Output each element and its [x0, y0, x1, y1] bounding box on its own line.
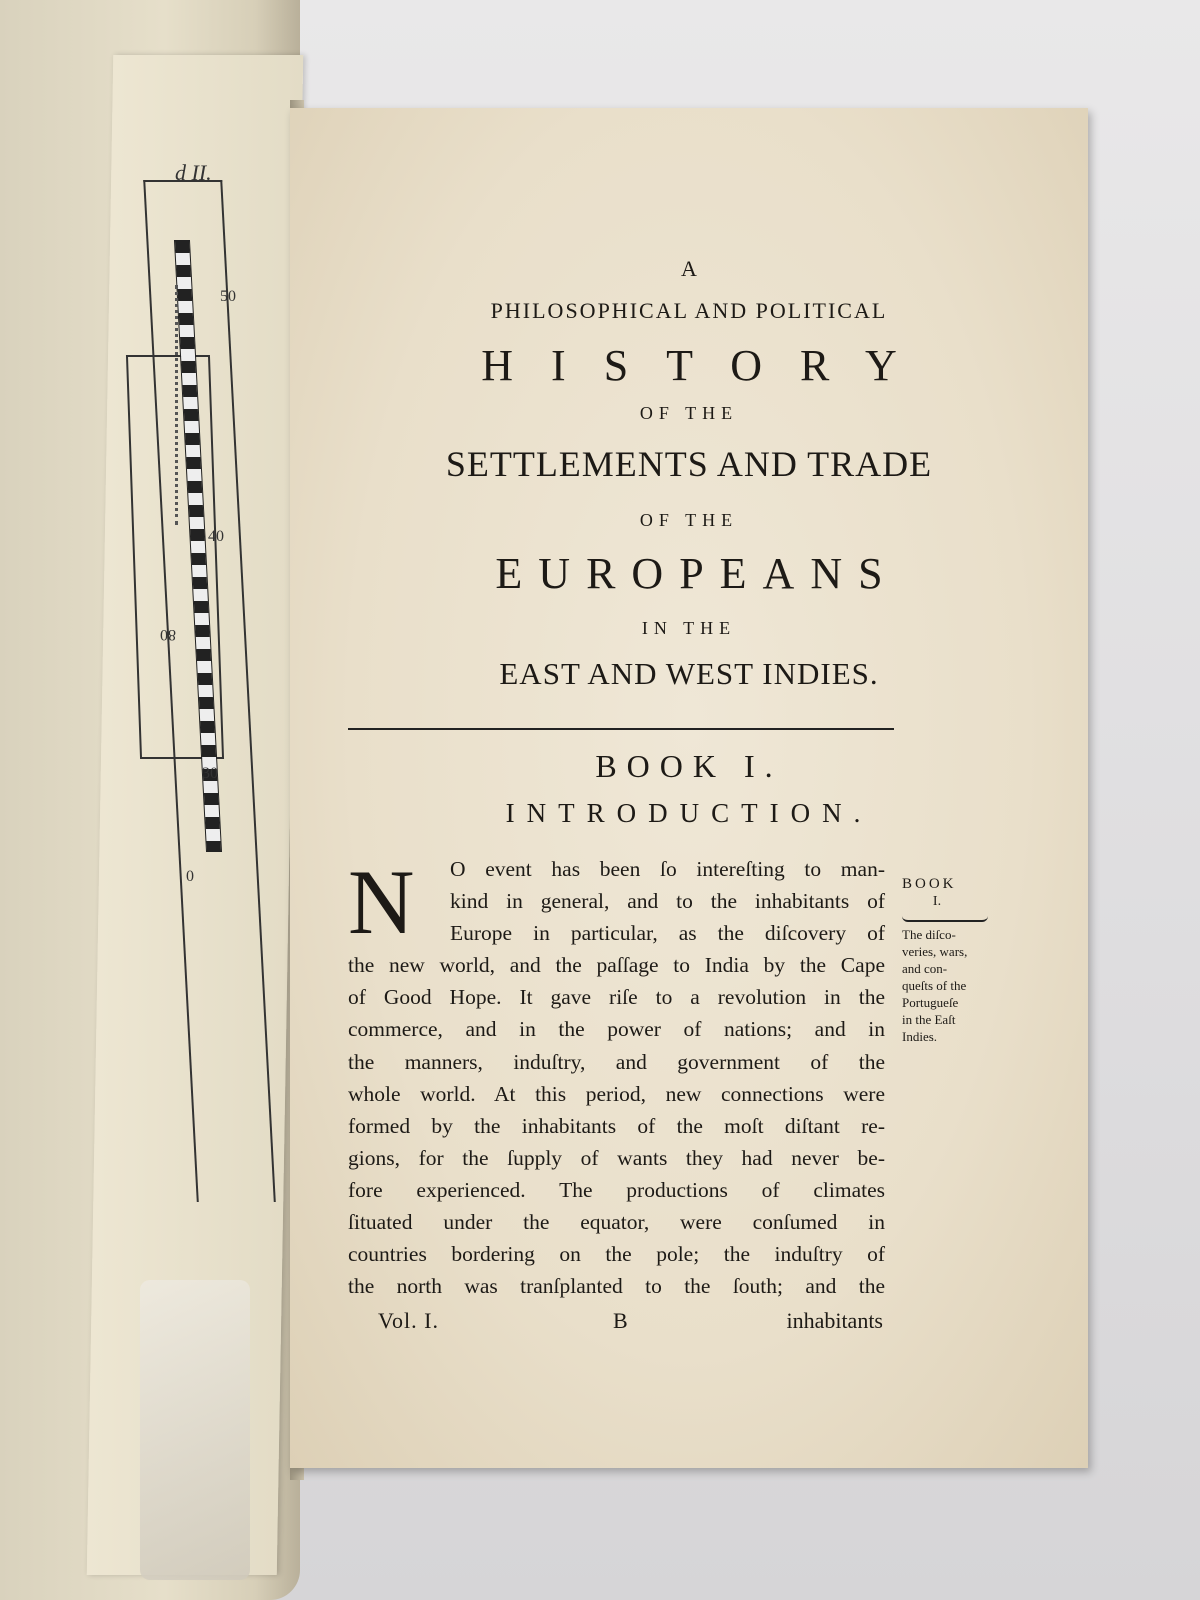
- body-line: O event has been ſo intereſting to man-: [450, 857, 885, 881]
- body-paragraph: [348, 853, 885, 1302]
- body-line: fore experienced. The productions of climates: [348, 1177, 885, 1202]
- title-line-in-the: IN THE: [641, 618, 737, 638]
- book-heading: BOOK I.: [595, 748, 783, 784]
- margin-note-line: and con-: [902, 961, 948, 976]
- body-line: the new world, and the paſſage to India by the Cape: [348, 953, 885, 978]
- horizontal-rule: [348, 728, 894, 730]
- map-latitude-50: 50: [220, 288, 236, 305]
- volume-label: Vol. I.: [378, 1308, 439, 1333]
- show-through-text: [370, 220, 890, 243]
- margin-brace: [902, 910, 988, 922]
- drop-cap: N: [348, 851, 415, 953]
- title-line-history: HISTORY: [481, 341, 935, 390]
- body-line: formed by the inhabitants of the moſt diſtant re-: [348, 1113, 885, 1138]
- margin-note-line: The diſco-: [902, 927, 956, 942]
- body-line: kind in general, and to the inhabitants of: [450, 889, 885, 914]
- map-latitude-30: 30: [202, 765, 218, 782]
- map-coastline: [175, 285, 198, 525]
- margin-note-line: in the Eaſt: [902, 1012, 956, 1027]
- margin-note: [902, 876, 997, 1045]
- margin-note-line: Portugueſe: [902, 995, 959, 1010]
- title-article: A: [681, 256, 697, 281]
- body-line: countries bordering on the pole; the induſtry of: [348, 1242, 885, 1267]
- map-title-fragment: d II.: [175, 160, 212, 185]
- left-page-map: [0, 0, 300, 1600]
- title-line-philosophical: PHILOSOPHICAL AND POLITICAL: [490, 298, 888, 323]
- margin-note-line: queſts of the: [902, 978, 967, 993]
- body-line: Europe in particular, as the diſcovery of: [450, 921, 885, 946]
- title-page: [290, 108, 1088, 1468]
- body-line: the manners, induſtry, and government of the: [348, 1049, 885, 1074]
- body-line: of Good Hope. It gave riſe to a revolution in the: [348, 985, 885, 1010]
- body-line: whole world. At this period, new connections were: [348, 1081, 885, 1106]
- margin-book-label: BOOK: [902, 876, 957, 892]
- title-line-of-the: OF THE: [639, 403, 739, 423]
- introduction-heading: INTRODUCTION.: [505, 798, 873, 828]
- margin-note-line: Indies.: [902, 1029, 938, 1044]
- body-line: ſituated under the equator, were conſumed in: [348, 1210, 885, 1235]
- title-line-europeans: EUROPEANS: [495, 549, 899, 598]
- title-line-of-the-2: OF THE: [639, 510, 739, 530]
- map-latitude-0: 0: [186, 868, 194, 885]
- body-line: the north was tranſplanted to the ſouth; and the: [348, 1274, 885, 1299]
- margin-book-number: I.: [932, 894, 942, 909]
- body-line: gions, for the ſupply of wants they had never be-: [348, 1145, 885, 1170]
- catchword: inhabitants: [786, 1308, 883, 1333]
- body-line: commerce, and in the power of nations; and in: [348, 1017, 885, 1042]
- title-line-settlements: SETTLEMENTS AND TRADE: [445, 444, 933, 484]
- map-latitude-40: 40: [208, 528, 224, 545]
- title-line-indies: EAST AND WEST INDIES.: [499, 656, 879, 691]
- signature-mark: B: [613, 1308, 628, 1333]
- map-longitude-80: 80: [160, 626, 176, 643]
- margin-note-line: veries, wars,: [902, 944, 968, 959]
- map-fold-flap: [140, 1280, 250, 1580]
